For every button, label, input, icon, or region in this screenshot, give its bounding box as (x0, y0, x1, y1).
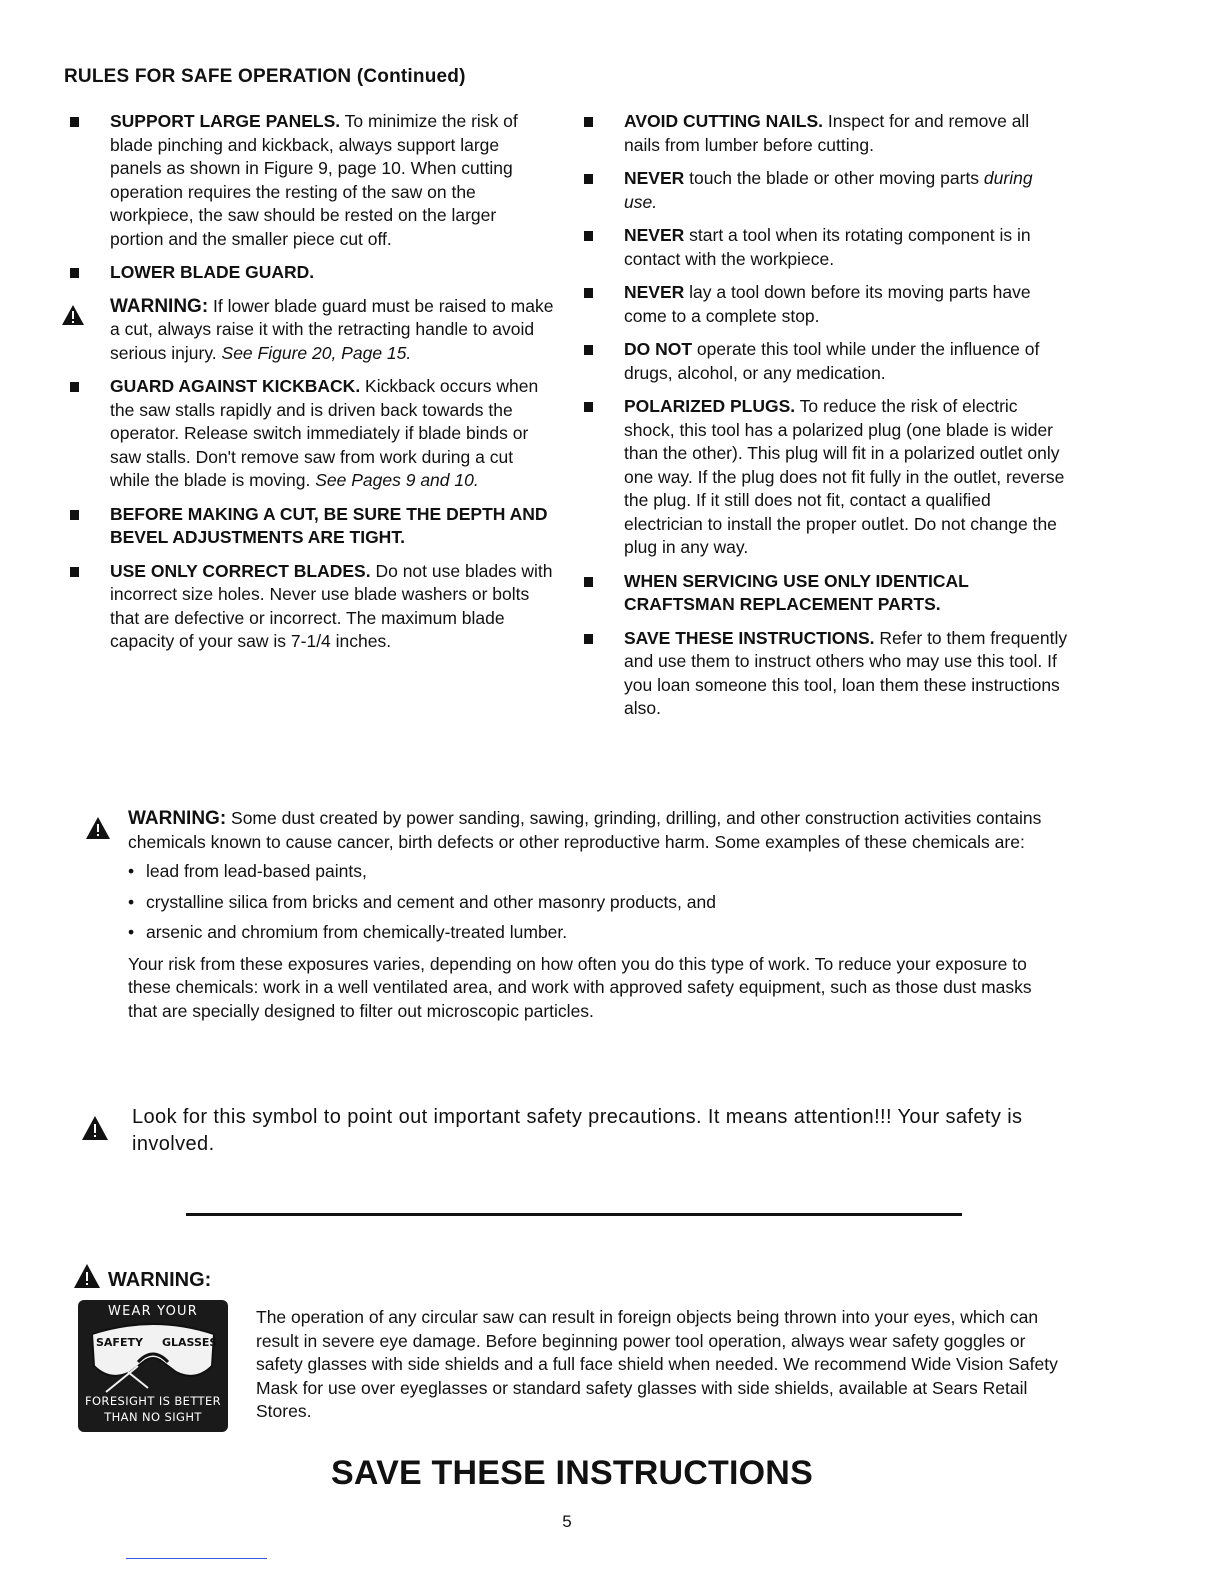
badge-glasses-text: GLASSES (162, 1336, 218, 1349)
list-item: • lead from lead-based paints, (128, 860, 1046, 884)
rule-polarized-plugs (578, 395, 1068, 560)
divider-blue (126, 1558, 267, 1559)
rule-heading: BEFORE MAKING A CUT, BE SURE THE DEPTH AND BEVEL ADJUSTMENTS ARE TIGHT. (110, 503, 548, 547)
rule-do-not-operate (578, 338, 1068, 385)
symbol-note-text: Look for this symbol to point out important safety precautions. It means attention!!! Your safety is involved. (132, 1106, 1023, 1155)
rule-heading: DO NOT (624, 339, 693, 359)
rule-text: To minimize the risk of blade pinching and kickback, always support large panels as shown in Figure 9, page 10. When cutting operation requires the resting of the saw on the workpiece, the saw should be rested on the larger portion and the smaller piece cut off. (110, 111, 518, 249)
bullet-square-icon (70, 567, 79, 577)
rule-heading: SUPPORT LARGE PANELS. (110, 111, 341, 131)
rule-heading: GUARD AGAINST KICKBACK. (110, 376, 361, 396)
bullet-square-icon (70, 382, 79, 392)
list-item: • crystalline silica from bricks and cement and other masonry products, and (128, 891, 1046, 915)
warning-triangle-icon (86, 817, 110, 839)
rule-text: Inspect for and remove all nails from lumber before cutting. (624, 111, 1030, 155)
rule-lower-blade-guard (64, 261, 554, 285)
warning-text: If lower blade guard must be raised to make a cut, always raise it with the retracting handle to avoid serious injury. (110, 295, 554, 363)
right-column (578, 110, 1068, 731)
bullet-square-icon (584, 345, 593, 355)
rule-italic: during use. (624, 168, 1033, 212)
section-title: RULES FOR SAFE OPERATION (Continued) (64, 66, 466, 87)
warning-triangle-icon (82, 1116, 108, 1140)
rule-text: lay a tool down before its moving parts have come to a complete stop. (624, 282, 1031, 326)
badge-safety-text: SAFETY (96, 1336, 143, 1349)
rule-heading: WHEN SERVICING USE ONLY IDENTICAL CRAFTSMAN REPLACEMENT PARTS. (624, 570, 969, 614)
left-column (64, 110, 554, 664)
eye-warning-text: The operation of any circular saw can result in foreign objects being thrown into your eyes, which can result in severe eye damage. Before beginning power tool operation, always wear safety goggles or safety glasses with side shields and a full face shield when needed. We recommend Wide Vision Safety Mask for use over eyeglasses or standard safety glasses with side shields, available at Sears Retail Stores. (256, 1307, 1058, 1421)
rule-text: start a tool when its rotating component is in contact with the workpiece. (624, 225, 1031, 269)
bullet-square-icon (584, 231, 593, 241)
rule-heading: NEVER (624, 225, 685, 245)
bullet-square-icon (70, 268, 79, 278)
rule-support-large-panels (64, 110, 554, 251)
bullet-square-icon (584, 288, 593, 298)
symbol-note (82, 1104, 1072, 1158)
divider (186, 1213, 962, 1216)
rule-heading: AVOID CUTTING NAILS. (624, 111, 823, 131)
rule-never-lay-tool-down (578, 281, 1068, 328)
rule-before-making-cut (64, 503, 554, 550)
rule-never-touch-blade (578, 167, 1068, 214)
rule-save-instructions (578, 627, 1068, 721)
rule-heading: NEVER (624, 282, 685, 302)
chemical-list (128, 860, 1046, 945)
badge-bottom-text-1: FORESIGHT IS BETTER (84, 1394, 222, 1408)
footer-title: SAVE THESE INSTRUCTIONS (331, 1454, 813, 1492)
bullet-square-icon (584, 174, 593, 184)
safety-glasses-badge (78, 1300, 228, 1432)
rule-avoid-cutting-nails (578, 110, 1068, 157)
rule-heading: SAVE THESE INSTRUCTIONS. (624, 627, 875, 648)
dust-warning-text (86, 807, 1046, 854)
warning-triangle-icon (74, 1264, 100, 1294)
bullet-square-icon (584, 577, 593, 587)
warning-reference: See Figure 20, Page 15. (221, 342, 412, 363)
warning-label: WARNING: (128, 808, 227, 829)
warning-label: WARNING: (110, 295, 209, 317)
bullet-square-icon (584, 402, 593, 412)
rule-use-correct-blades (64, 560, 554, 654)
rule-text: Refer to them frequently and use them to instruct others who may use this tool. If you loan someone this tool, loan them these instructions also. (624, 627, 1068, 718)
rule-text: To reduce the risk of electric shock, this tool has a polarized plug (one blade is wider than the other). This plug will fit in a polarized outlet only one way. If the plug does not fit fully in the outlet, reverse the plug. If it still does not fit, contact a qualified electrician to install the proper outlet. Do not change the plug in any way. (624, 396, 1065, 557)
bullet-square-icon (70, 117, 79, 127)
rule-heading: POLARIZED PLUGS. (624, 396, 796, 416)
list-item: • arsenic and chromium from chemically-treated lumber. (128, 921, 1046, 945)
rule-text: touch the blade or other moving parts (684, 168, 984, 188)
rule-heading: NEVER (624, 168, 685, 188)
rule-text: Do not use blades with incorrect size holes. Never use blade washers or bolts that are defective or incorrect. The maximum blade capacity of your saw is 7-1/4 inches. (110, 560, 553, 651)
warning-label: WARNING: (108, 1269, 212, 1291)
bullet-square-icon (584, 117, 593, 127)
bullet-square-icon (584, 634, 593, 644)
warning-triangle-icon (62, 305, 84, 325)
badge-bottom-text-2: THAN NO SIGHT (104, 1410, 202, 1424)
rule-heading: USE ONLY CORRECT BLADES. (110, 560, 371, 581)
bullet-square-icon (70, 510, 79, 520)
rule-never-start-tool (578, 224, 1068, 271)
rule-text: operate this tool while under the influence of drugs, alcohol, or any medication. (624, 339, 1040, 383)
dust-warning (86, 807, 1046, 1023)
badge-top-text: WEAR YOUR (108, 1304, 198, 1319)
rule-guard-against-kickback (64, 375, 554, 493)
rule-reference: See Pages 9 and 10. (315, 470, 479, 490)
rule-identical-parts (578, 570, 1068, 617)
dust-risk-text: Your risk from these exposures varies, depending on how often you do this type of work. To reduce your exposure to these chemicals: work in a well ventilated area, and work with approved safety equipment, such as those dust masks that are specially designed to filter out microscopic particles. (128, 953, 1032, 1021)
rule-heading: LOWER BLADE GUARD. (110, 262, 315, 282)
lower-guard-warning (64, 295, 554, 366)
eye-warning-heading (74, 1264, 211, 1294)
rule-text: Kickback occurs when the saw stalls rapidly and is driven back towards the operator. Release switch immediately if blade binds or saw stalls. Don't remove saw from work during a cut while the blade is moving. (110, 376, 539, 490)
dust-warning-intro: Some dust created by power sanding, sawing, grinding, drilling, and other construction activities contains chemicals known to cause cancer, birth defects or other reproductive harm. Some examples of these chemicals are: (128, 808, 1042, 852)
page-number: 5 (562, 1512, 572, 1531)
